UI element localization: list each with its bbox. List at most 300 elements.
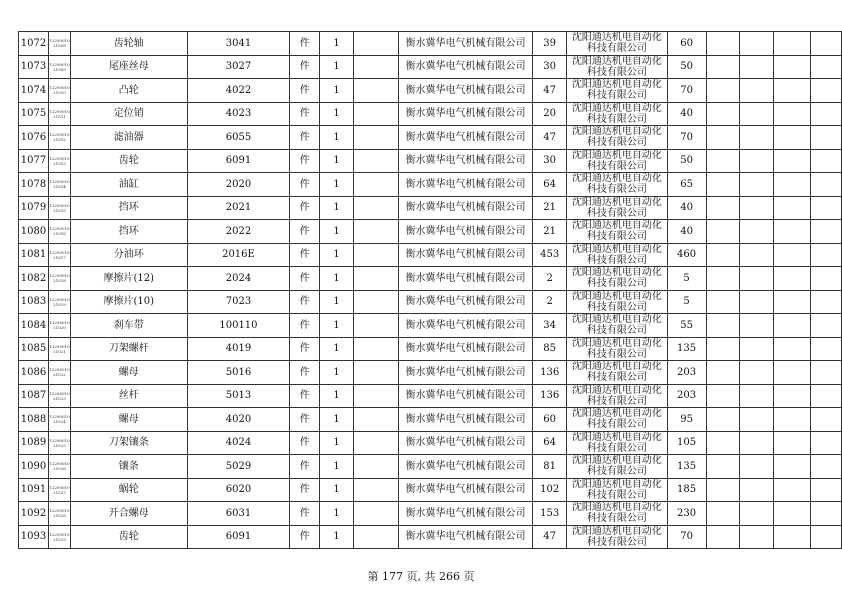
blank-cell	[811, 126, 842, 150]
quantity: 1	[320, 149, 354, 173]
blank-cell	[774, 431, 811, 455]
model-number: 6020	[187, 478, 290, 502]
price-2: 50	[667, 55, 706, 79]
part-name: 挡环	[70, 196, 187, 220]
blank-cell	[740, 337, 774, 361]
part-name: 定位销	[70, 102, 187, 126]
blank-cell	[774, 173, 811, 197]
blank-cell	[740, 478, 774, 502]
supplier-1: 衡水冀华电气机械有限公司	[398, 102, 532, 126]
model-number: 5029	[187, 455, 290, 479]
table-row	[19, 243, 842, 267]
row-number: 1085	[19, 337, 49, 361]
quantity: 1	[320, 55, 354, 79]
blank-cell	[811, 220, 842, 244]
material-code: 12290010 21029	[48, 525, 70, 549]
price-2: 40	[667, 220, 706, 244]
blank-cell	[706, 337, 740, 361]
row-number: 1090	[19, 455, 49, 479]
blank-cell	[706, 384, 740, 408]
blank-cell	[740, 196, 774, 220]
blank-cell	[740, 79, 774, 103]
material-code: 12290010 21013	[48, 149, 70, 173]
supplier-2: 沈阳通达机电自动化科技有限公司	[567, 525, 668, 549]
supplier-2: 沈阳通达机电自动化科技有限公司	[567, 314, 668, 338]
part-name: 摩擦片(12)	[70, 267, 187, 291]
price-1: 47	[533, 126, 567, 150]
blank-cell	[774, 55, 811, 79]
price-2: 50	[667, 149, 706, 173]
price-1: 81	[533, 455, 567, 479]
table-row	[19, 173, 842, 197]
blank-cell	[706, 478, 740, 502]
model-number: 2016E	[187, 243, 290, 267]
blank-cell	[706, 408, 740, 432]
material-code: 12290010 21025	[48, 431, 70, 455]
blank-cell	[740, 455, 774, 479]
table-row	[19, 220, 842, 244]
blank-cell	[811, 502, 842, 526]
supplier-2: 沈阳通达机电自动化科技有限公司	[567, 502, 668, 526]
part-name: 刀架镶条	[70, 431, 187, 455]
blank-cell	[774, 525, 811, 549]
blank-cell	[354, 408, 399, 432]
supplier-1: 衡水冀华电气机械有限公司	[398, 478, 532, 502]
price-1: 34	[533, 314, 567, 338]
quantity: 1	[320, 196, 354, 220]
row-number: 1088	[19, 408, 49, 432]
blank-cell	[811, 55, 842, 79]
row-number: 1072	[19, 32, 49, 56]
quantity: 1	[320, 384, 354, 408]
blank-cell	[774, 290, 811, 314]
unit: 件	[290, 314, 320, 338]
unit: 件	[290, 290, 320, 314]
blank-cell	[811, 267, 842, 291]
part-name: 刹车带	[70, 314, 187, 338]
row-number: 1080	[19, 220, 49, 244]
blank-cell	[354, 79, 399, 103]
blank-cell	[740, 126, 774, 150]
price-2: 95	[667, 408, 706, 432]
table-row	[19, 478, 842, 502]
unit: 件	[290, 455, 320, 479]
blank-cell	[354, 478, 399, 502]
table-row	[19, 455, 842, 479]
part-name: 齿轮轴	[70, 32, 187, 56]
supplier-1: 衡水冀华电气机械有限公司	[398, 149, 532, 173]
model-number: 4019	[187, 337, 290, 361]
parts-price-table	[18, 31, 842, 549]
blank-cell	[774, 502, 811, 526]
supplier-1: 衡水冀华电气机械有限公司	[398, 196, 532, 220]
unit: 件	[290, 79, 320, 103]
blank-cell	[774, 126, 811, 150]
table-row	[19, 502, 842, 526]
blank-cell	[354, 243, 399, 267]
row-number: 1084	[19, 314, 49, 338]
material-code: 12290010 21015	[48, 196, 70, 220]
model-number: 5016	[187, 361, 290, 385]
blank-cell	[774, 243, 811, 267]
blank-cell	[811, 525, 842, 549]
blank-cell	[354, 102, 399, 126]
supplier-2: 沈阳通达机电自动化科技有限公司	[567, 220, 668, 244]
model-number: 4020	[187, 408, 290, 432]
row-number: 1091	[19, 478, 49, 502]
material-code: 12290010 21009	[48, 55, 70, 79]
blank-cell	[706, 32, 740, 56]
unit: 件	[290, 243, 320, 267]
unit: 件	[290, 502, 320, 526]
table-row	[19, 267, 842, 291]
supplier-2: 沈阳通达机电自动化科技有限公司	[567, 361, 668, 385]
row-number: 1075	[19, 102, 49, 126]
supplier-2: 沈阳通达机电自动化科技有限公司	[567, 32, 668, 56]
supplier-2: 沈阳通达机电自动化科技有限公司	[567, 408, 668, 432]
unit: 件	[290, 55, 320, 79]
table-row	[19, 149, 842, 173]
blank-cell	[811, 361, 842, 385]
supplier-2: 沈阳通达机电自动化科技有限公司	[567, 102, 668, 126]
material-code: 12290010 21011	[48, 102, 70, 126]
blank-cell	[740, 314, 774, 338]
model-number: 2024	[187, 267, 290, 291]
blank-cell	[354, 361, 399, 385]
blank-cell	[354, 149, 399, 173]
unit: 件	[290, 384, 320, 408]
supplier-2: 沈阳通达机电自动化科技有限公司	[567, 126, 668, 150]
blank-cell	[774, 267, 811, 291]
table-row	[19, 196, 842, 220]
quantity: 1	[320, 361, 354, 385]
material-code: 12290010 21017	[48, 243, 70, 267]
model-number: 5013	[187, 384, 290, 408]
blank-cell	[354, 220, 399, 244]
row-number: 1074	[19, 79, 49, 103]
price-2: 5	[667, 267, 706, 291]
blank-cell	[706, 314, 740, 338]
supplier-2: 沈阳通达机电自动化科技有限公司	[567, 478, 668, 502]
model-number: 6091	[187, 149, 290, 173]
blank-cell	[354, 173, 399, 197]
part-name: 油缸	[70, 173, 187, 197]
blank-cell	[706, 102, 740, 126]
unit: 件	[290, 173, 320, 197]
blank-cell	[774, 196, 811, 220]
blank-cell	[811, 32, 842, 56]
table-row	[19, 102, 842, 126]
material-code: 12290010 21020	[48, 314, 70, 338]
blank-cell	[706, 79, 740, 103]
row-number: 1093	[19, 525, 49, 549]
blank-cell	[811, 384, 842, 408]
part-name: 丝杆	[70, 384, 187, 408]
blank-cell	[354, 267, 399, 291]
blank-cell	[740, 502, 774, 526]
price-2: 203	[667, 384, 706, 408]
blank-cell	[354, 525, 399, 549]
blank-cell	[706, 196, 740, 220]
supplier-1: 衡水冀华电气机械有限公司	[398, 55, 532, 79]
part-name: 齿轮	[70, 525, 187, 549]
material-code: 12290010 21021	[48, 337, 70, 361]
blank-cell	[811, 408, 842, 432]
blank-cell	[774, 455, 811, 479]
quantity: 1	[320, 455, 354, 479]
blank-cell	[740, 408, 774, 432]
blank-cell	[706, 290, 740, 314]
blank-cell	[354, 502, 399, 526]
blank-cell	[811, 290, 842, 314]
row-number: 1089	[19, 431, 49, 455]
row-number: 1073	[19, 55, 49, 79]
unit: 件	[290, 361, 320, 385]
quantity: 1	[320, 173, 354, 197]
price-2: 65	[667, 173, 706, 197]
row-number: 1092	[19, 502, 49, 526]
material-code: 12290010 21018	[48, 267, 70, 291]
part-name: 螺母	[70, 361, 187, 385]
table-row	[19, 384, 842, 408]
blank-cell	[740, 525, 774, 549]
blank-cell	[354, 290, 399, 314]
price-1: 20	[533, 102, 567, 126]
blank-cell	[706, 173, 740, 197]
part-name: 分油环	[70, 243, 187, 267]
quantity: 1	[320, 102, 354, 126]
price-2: 5	[667, 290, 706, 314]
supplier-2: 沈阳通达机电自动化科技有限公司	[567, 455, 668, 479]
price-1: 30	[533, 55, 567, 79]
blank-cell	[774, 220, 811, 244]
material-code: 12290010 21026	[48, 455, 70, 479]
table-row	[19, 525, 842, 549]
model-number: 6031	[187, 502, 290, 526]
quantity: 1	[320, 243, 354, 267]
blank-cell	[811, 173, 842, 197]
unit: 件	[290, 196, 320, 220]
blank-cell	[740, 32, 774, 56]
blank-cell	[706, 149, 740, 173]
material-code: 12290010 21014	[48, 173, 70, 197]
supplier-1: 衡水冀华电气机械有限公司	[398, 314, 532, 338]
quantity: 1	[320, 79, 354, 103]
blank-cell	[811, 455, 842, 479]
blank-cell	[774, 314, 811, 338]
supplier-2: 沈阳通达机电自动化科技有限公司	[567, 290, 668, 314]
blank-cell	[354, 32, 399, 56]
price-1: 64	[533, 173, 567, 197]
price-2: 105	[667, 431, 706, 455]
blank-cell	[354, 314, 399, 338]
blank-cell	[706, 243, 740, 267]
part-name: 滤油器	[70, 126, 187, 150]
blank-cell	[354, 384, 399, 408]
supplier-2: 沈阳通达机电自动化科技有限公司	[567, 337, 668, 361]
blank-cell	[740, 173, 774, 197]
blank-cell	[774, 384, 811, 408]
part-name: 挡环	[70, 220, 187, 244]
supplier-1: 衡水冀华电气机械有限公司	[398, 361, 532, 385]
price-1: 2	[533, 267, 567, 291]
quantity: 1	[320, 267, 354, 291]
supplier-1: 衡水冀华电气机械有限公司	[398, 243, 532, 267]
price-1: 30	[533, 149, 567, 173]
part-name: 镶条	[70, 455, 187, 479]
supplier-2: 沈阳通达机电自动化科技有限公司	[567, 384, 668, 408]
blank-cell	[740, 55, 774, 79]
quantity: 1	[320, 502, 354, 526]
blank-cell	[774, 478, 811, 502]
blank-cell	[811, 149, 842, 173]
quantity: 1	[320, 431, 354, 455]
blank-cell	[774, 149, 811, 173]
supplier-2: 沈阳通达机电自动化科技有限公司	[567, 55, 668, 79]
blank-cell	[811, 243, 842, 267]
supplier-1: 衡水冀华电气机械有限公司	[398, 408, 532, 432]
price-1: 153	[533, 502, 567, 526]
model-number: 6091	[187, 525, 290, 549]
page-number-footer: 第 177 页, 共 266 页	[367, 570, 475, 583]
model-number: 2020	[187, 173, 290, 197]
model-number: 2021	[187, 196, 290, 220]
part-name: 蜗轮	[70, 478, 187, 502]
material-code: 12290010 21016	[48, 220, 70, 244]
blank-cell	[811, 196, 842, 220]
model-number: 7023	[187, 290, 290, 314]
price-1: 102	[533, 478, 567, 502]
blank-cell	[354, 126, 399, 150]
model-number: 2022	[187, 220, 290, 244]
row-number: 1078	[19, 173, 49, 197]
blank-cell	[740, 431, 774, 455]
price-2: 185	[667, 478, 706, 502]
supplier-2: 沈阳通达机电自动化科技有限公司	[567, 267, 668, 291]
table-row	[19, 55, 842, 79]
table-row	[19, 314, 842, 338]
material-code: 12290010 21019	[48, 290, 70, 314]
blank-cell	[354, 455, 399, 479]
price-1: 39	[533, 32, 567, 56]
blank-cell	[740, 267, 774, 291]
supplier-1: 衡水冀华电气机械有限公司	[398, 455, 532, 479]
price-1: 453	[533, 243, 567, 267]
row-number: 1083	[19, 290, 49, 314]
blank-cell	[706, 126, 740, 150]
price-2: 40	[667, 196, 706, 220]
row-number: 1082	[19, 267, 49, 291]
blank-cell	[740, 361, 774, 385]
table-row	[19, 408, 842, 432]
part-name: 螺母	[70, 408, 187, 432]
price-2: 55	[667, 314, 706, 338]
price-2: 70	[667, 525, 706, 549]
supplier-1: 衡水冀华电气机械有限公司	[398, 502, 532, 526]
blank-cell	[811, 431, 842, 455]
price-2: 40	[667, 102, 706, 126]
blank-cell	[811, 478, 842, 502]
material-code: 12290010 21027	[48, 478, 70, 502]
quantity: 1	[320, 314, 354, 338]
material-code: 12290010 21012	[48, 126, 70, 150]
model-number: 100110	[187, 314, 290, 338]
supplier-2: 沈阳通达机电自动化科技有限公司	[567, 196, 668, 220]
unit: 件	[290, 32, 320, 56]
blank-cell	[706, 55, 740, 79]
model-number: 4023	[187, 102, 290, 126]
blank-cell	[774, 361, 811, 385]
part-name: 刀架螺杆	[70, 337, 187, 361]
price-2: 70	[667, 79, 706, 103]
part-name: 摩擦片(10)	[70, 290, 187, 314]
blank-cell	[740, 220, 774, 244]
blank-cell	[354, 55, 399, 79]
blank-cell	[740, 243, 774, 267]
unit: 件	[290, 525, 320, 549]
supplier-2: 沈阳通达机电自动化科技有限公司	[567, 173, 668, 197]
unit: 件	[290, 126, 320, 150]
blank-cell	[774, 337, 811, 361]
unit: 件	[290, 267, 320, 291]
supplier-1: 衡水冀华电气机械有限公司	[398, 337, 532, 361]
row-number: 1087	[19, 384, 49, 408]
quantity: 1	[320, 525, 354, 549]
table-row	[19, 337, 842, 361]
blank-cell	[354, 337, 399, 361]
price-2: 60	[667, 32, 706, 56]
price-1: 2	[533, 290, 567, 314]
blank-cell	[811, 337, 842, 361]
supplier-2: 沈阳通达机电自动化科技有限公司	[567, 243, 668, 267]
table-row	[19, 431, 842, 455]
supplier-1: 衡水冀华电气机械有限公司	[398, 220, 532, 244]
supplier-2: 沈阳通达机电自动化科技有限公司	[567, 149, 668, 173]
material-code: 12290010 21010	[48, 79, 70, 103]
table-row	[19, 126, 842, 150]
unit: 件	[290, 431, 320, 455]
part-name: 齿轮	[70, 149, 187, 173]
supplier-1: 衡水冀华电气机械有限公司	[398, 79, 532, 103]
price-2: 135	[667, 455, 706, 479]
price-2: 230	[667, 502, 706, 526]
quantity: 1	[320, 126, 354, 150]
blank-cell	[706, 220, 740, 244]
part-name: 开合螺母	[70, 502, 187, 526]
row-number: 1086	[19, 361, 49, 385]
price-1: 47	[533, 79, 567, 103]
price-2: 460	[667, 243, 706, 267]
unit: 件	[290, 102, 320, 126]
blank-cell	[740, 384, 774, 408]
supplier-2: 沈阳通达机电自动化科技有限公司	[567, 431, 668, 455]
blank-cell	[740, 149, 774, 173]
blank-cell	[774, 32, 811, 56]
blank-cell	[811, 79, 842, 103]
blank-cell	[706, 525, 740, 549]
blank-cell	[706, 361, 740, 385]
blank-cell	[774, 408, 811, 432]
quantity: 1	[320, 220, 354, 244]
supplier-1: 衡水冀华电气机械有限公司	[398, 525, 532, 549]
unit: 件	[290, 149, 320, 173]
blank-cell	[811, 314, 842, 338]
price-1: 136	[533, 361, 567, 385]
unit: 件	[290, 478, 320, 502]
price-2: 70	[667, 126, 706, 150]
model-number: 3041	[187, 32, 290, 56]
unit: 件	[290, 337, 320, 361]
